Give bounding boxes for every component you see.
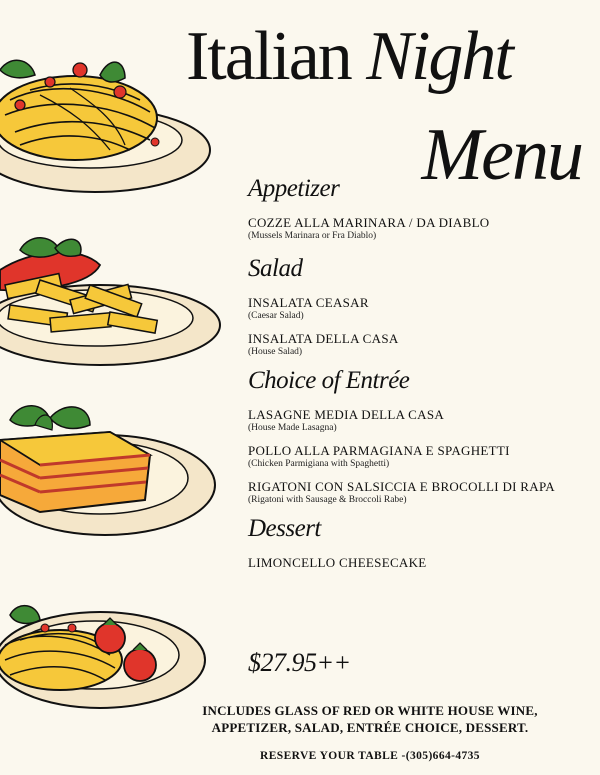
menu-sections [248, 176, 588, 579]
item-description: (House Made Lasagna) [248, 423, 337, 433]
reservation-line: RESERVE YOUR TABLE -(305)664-4735 [260, 750, 480, 762]
includes-note [190, 702, 550, 736]
item-description: (House Salad) [248, 347, 303, 357]
menu-title-line-1 [186, 18, 512, 95]
section-title: Choice of Entrée [248, 367, 410, 394]
item-name: COZZE ALLA MARINARA / DA DIABLO [248, 215, 490, 230]
menu-item [248, 443, 588, 470]
includes-line-2: APPETIZER, SALAD, ENTRÉE CHOICE, DESSERT. [211, 720, 529, 735]
menu-item [248, 479, 588, 506]
item-description: (Mussels Marinara or Fra Diablo) [248, 231, 377, 241]
section-title: Salad [248, 255, 303, 282]
lasagna-plate-illustration [0, 406, 215, 535]
section-appetizer [248, 176, 588, 242]
item-description: (Rigatoni with Sausage & Broccoli Rabe) [248, 495, 407, 505]
spaghetti-plate-illustration [0, 60, 210, 192]
item-name: POLLO ALLA PARMAGIANA E SPAGHETTI [248, 443, 510, 458]
menu-item [248, 295, 588, 322]
food-illustrations [0, 0, 240, 775]
item-name: INSALATA DELLA CASA [248, 331, 399, 346]
item-description: (Chicken Parmigiana with Spaghetti) [248, 459, 390, 469]
title-word-italian: Italian [186, 18, 351, 95]
menu-item [248, 215, 588, 242]
menu-item [248, 555, 588, 570]
section-title: Dessert [248, 515, 321, 542]
item-description: (Caesar Salad) [248, 311, 304, 321]
section-salad [248, 256, 588, 358]
includes-line-1: INCLUDES GLASS OF RED OR WHITE HOUSE WINE, [202, 703, 538, 718]
item-name: INSALATA CEASAR [248, 295, 369, 310]
item-name: LIMONCELLO CHEESECAKE [248, 555, 427, 570]
spaghetti-tomato-plate-illustration [0, 606, 205, 708]
menu-item [248, 407, 588, 434]
title-word-night: Night [366, 18, 512, 95]
menu-item [248, 331, 588, 358]
item-name: RIGATONI CON SALSICCIA E BROCOLLI DI RAPA [248, 479, 555, 494]
section-title: Appetizer [248, 175, 340, 202]
menu-title-line-2: Menu [421, 114, 582, 196]
section-dessert [248, 516, 588, 570]
menu-price: $27.95++ [248, 648, 351, 677]
section-entree [248, 368, 588, 506]
item-name: LASAGNE MEDIA DELLA CASA [248, 407, 445, 422]
penne-plate-illustration [0, 238, 220, 365]
